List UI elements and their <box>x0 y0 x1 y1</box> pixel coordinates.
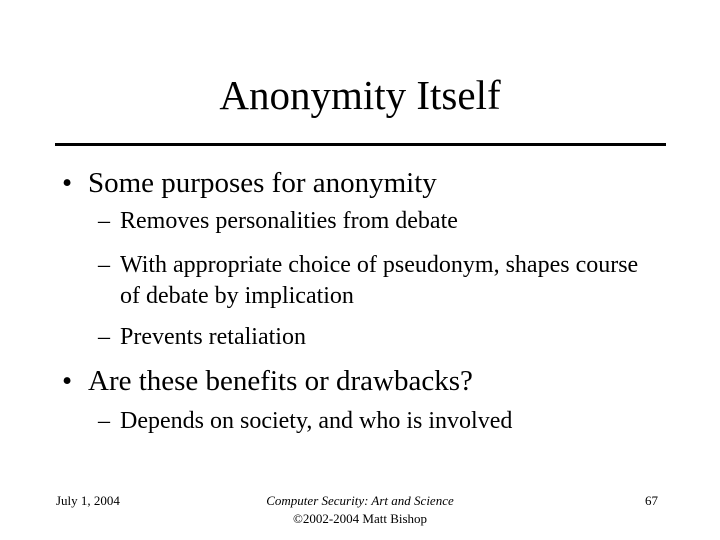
sub-bullet-text: Prevents retaliation <box>120 324 306 350</box>
sub-bullet-text: With appropriate choice of pseudonym, shapes course of debate by implication <box>120 252 639 309</box>
footer-course-title: Computer Security: Art and Science <box>266 493 454 508</box>
sub-bullet-item <box>98 250 658 312</box>
sub-bullet-marker: – <box>98 408 110 434</box>
sub-bullet-item <box>98 206 658 237</box>
footer-page-number: 67 <box>645 493 658 508</box>
bullet-marker: • <box>62 167 73 199</box>
sub-bullet-marker: – <box>98 324 110 350</box>
footer-course-info <box>200 492 520 528</box>
bullet-text: Some purposes for anonymity <box>88 167 437 199</box>
sub-bullet-item <box>98 322 658 353</box>
footer-date: July 1, 2004 <box>56 493 120 508</box>
sub-bullet-item <box>98 406 658 437</box>
footer-copyright: ©2002-2004 Matt Bishop <box>292 511 428 526</box>
bullet-text: Are these benefits or drawbacks? <box>88 365 473 397</box>
bullet-marker: • <box>62 365 73 397</box>
sub-bullet-marker: – <box>98 252 110 278</box>
slide-title: Anonymity Itself <box>219 72 501 118</box>
sub-bullet-marker: – <box>98 208 110 234</box>
title-underline <box>55 143 666 146</box>
sub-bullet-text: Depends on society, and who is involved <box>120 408 513 434</box>
sub-bullet-text: Removes personalities from debate <box>120 208 458 234</box>
